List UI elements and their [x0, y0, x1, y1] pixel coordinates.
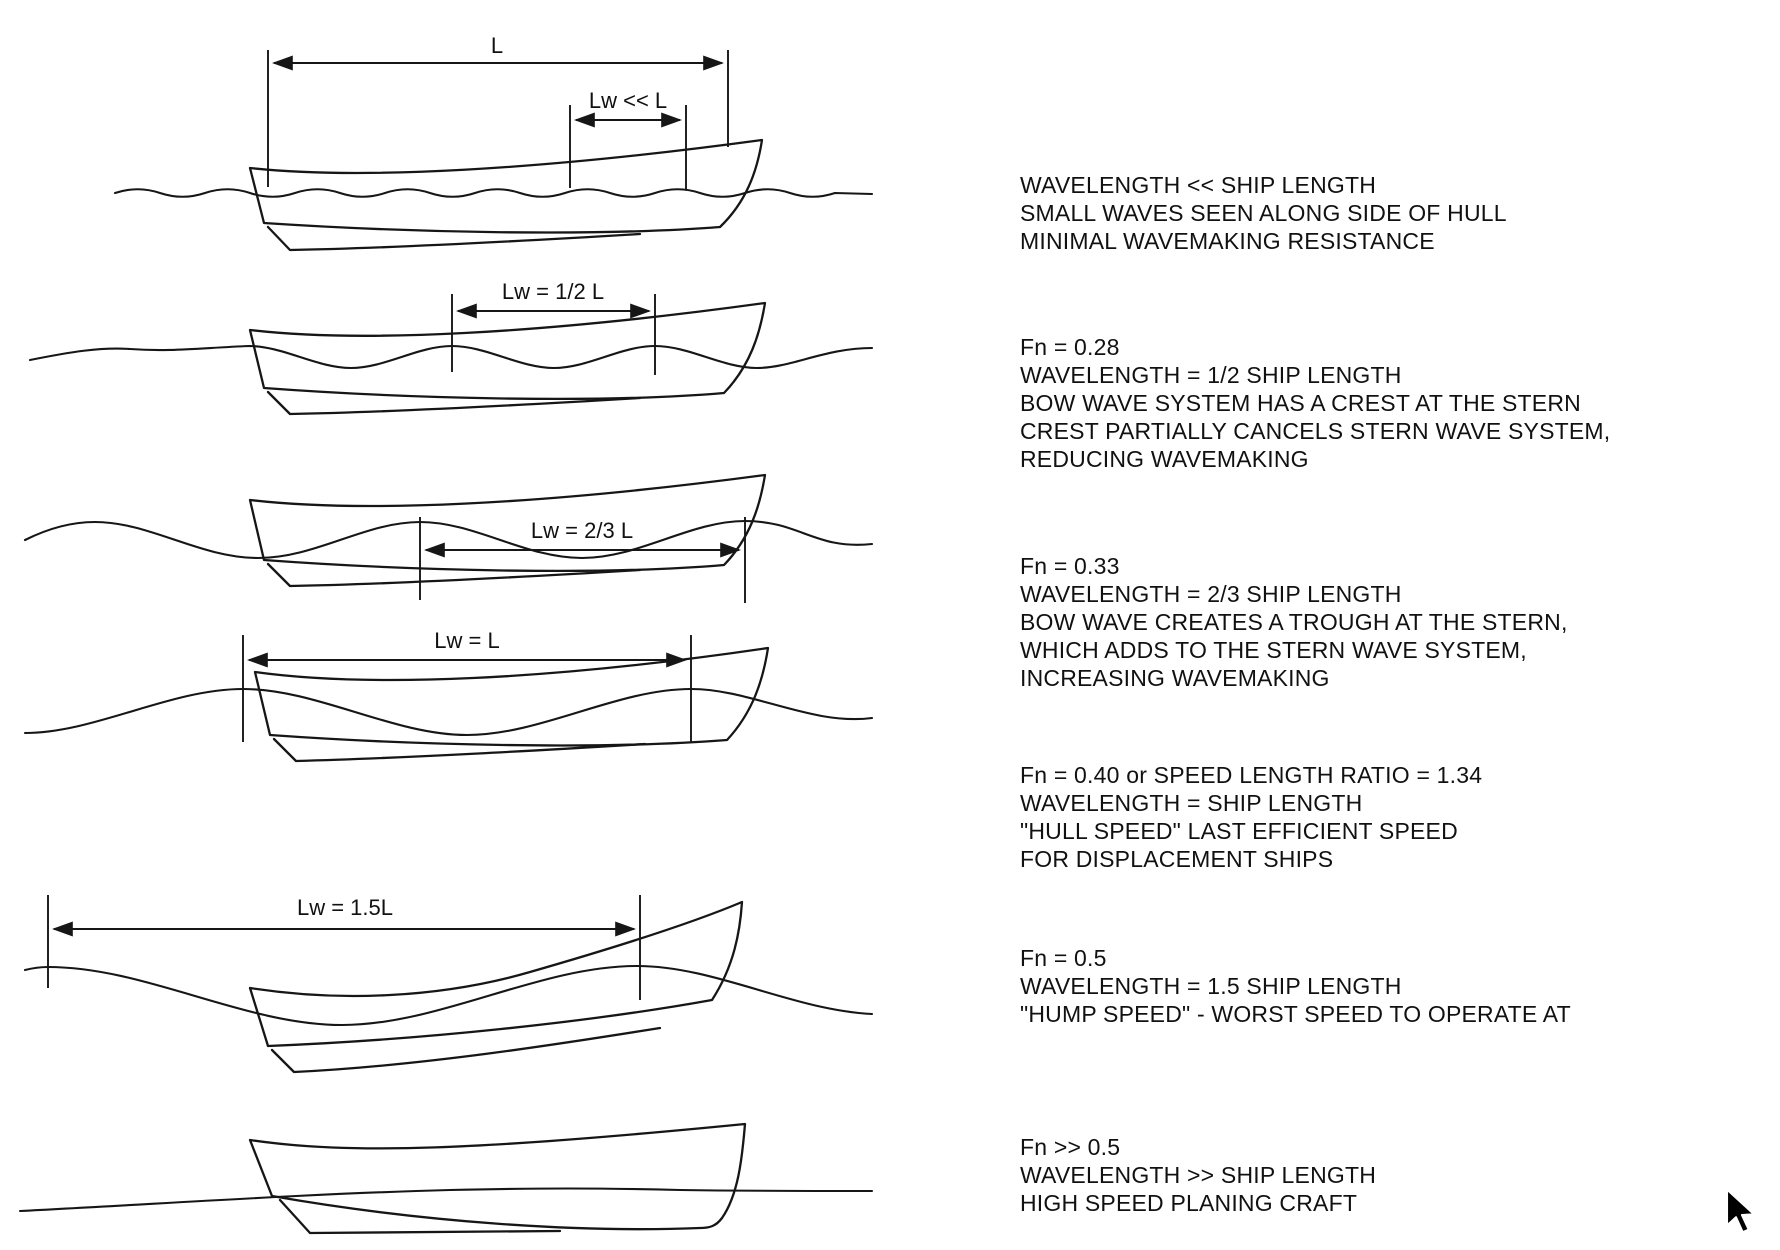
boat-6-hull [250, 1124, 745, 1229]
boat-5-keel [272, 1028, 660, 1072]
note-line: REDUCING WAVEMAKING [1020, 446, 1309, 472]
notes-block-3 [1020, 552, 1568, 692]
note-line: Fn = 0.33 [1020, 553, 1120, 579]
dim-lw2-label: Lw = 1/2 L [501, 279, 605, 304]
dim-L-label: L [490, 33, 504, 58]
note-line: "HULL SPEED" LAST EFFICIENT SPEED [1020, 818, 1458, 844]
boat-4-keel [274, 739, 645, 761]
wave-5-one-and-half-L [25, 966, 872, 1025]
note-line: WAVELENGTH >> SHIP LENGTH [1020, 1162, 1377, 1188]
notes-block-5 [1020, 944, 1571, 1028]
note-line: INCREASING WAVEMAKING [1020, 665, 1330, 691]
notes-block-4 [1020, 761, 1482, 873]
note-line: MINIMAL WAVEMAKING RESISTANCE [1020, 228, 1435, 254]
dim-lw1-label: Lw << L [588, 88, 668, 113]
note-line: WAVELENGTH = 2/3 SHIP LENGTH [1020, 581, 1402, 607]
mouse-cursor-icon [1724, 1188, 1760, 1236]
boat-3-keel [268, 564, 640, 586]
notes-block-1 [1020, 171, 1507, 255]
note-line: Fn = 0.5 [1020, 945, 1107, 971]
note-line: WAVELENGTH = 1.5 SHIP LENGTH [1020, 973, 1402, 999]
note-line: BOW WAVE SYSTEM HAS A CREST AT THE STERN [1020, 390, 1581, 416]
note-line: WAVELENGTH = 1/2 SHIP LENGTH [1020, 362, 1402, 388]
note-line: SMALL WAVES SEEN ALONG SIDE OF HULL [1020, 200, 1507, 226]
note-line: Fn = 0.28 [1020, 334, 1120, 360]
dim-lw4-label: Lw = L [434, 628, 500, 653]
row-3-graphic [25, 475, 872, 603]
row-4-graphic [25, 628, 872, 761]
boat-2-keel [268, 392, 640, 414]
note-line: HIGH SPEED PLANING CRAFT [1020, 1190, 1358, 1216]
wave-4-equal-L [25, 689, 872, 735]
dim-lw5-label: Lw = 1.5L [296, 895, 394, 920]
note-line: CREST PARTIALLY CANCELS STERN WAVE SYSTEM, [1020, 418, 1611, 444]
notes-block-2 [1020, 333, 1610, 473]
dim-lw3-label: Lw = 2/3 L [530, 518, 634, 543]
note-line: FOR DISPLACEMENT SHIPS [1020, 846, 1334, 872]
note-line: Fn >> 0.5 [1020, 1134, 1121, 1160]
note-line: "HUMP SPEED" - WORST SPEED TO OPERATE AT [1020, 1001, 1571, 1027]
note-line: WAVELENGTH = SHIP LENGTH [1020, 790, 1363, 816]
notes-block-6 [1020, 1133, 1376, 1217]
row-1-graphic [115, 33, 872, 250]
row-5-graphic [25, 895, 872, 1072]
note-line: WAVELENGTH << SHIP LENGTH [1020, 172, 1377, 198]
boat-3-hull [250, 475, 765, 571]
row-6-graphic [20, 1124, 872, 1233]
wave-1-small-ripples [115, 189, 872, 197]
note-line: Fn = 0.40 or SPEED LENGTH RATIO = 1.34 [1020, 762, 1483, 788]
note-line: WHICH ADDS TO THE STERN WAVE SYSTEM, [1020, 637, 1527, 663]
wave-6-flat [20, 1189, 872, 1212]
note-line: BOW WAVE CREATES A TROUGH AT THE STERN, [1020, 609, 1568, 635]
row-2-graphic [30, 279, 872, 414]
